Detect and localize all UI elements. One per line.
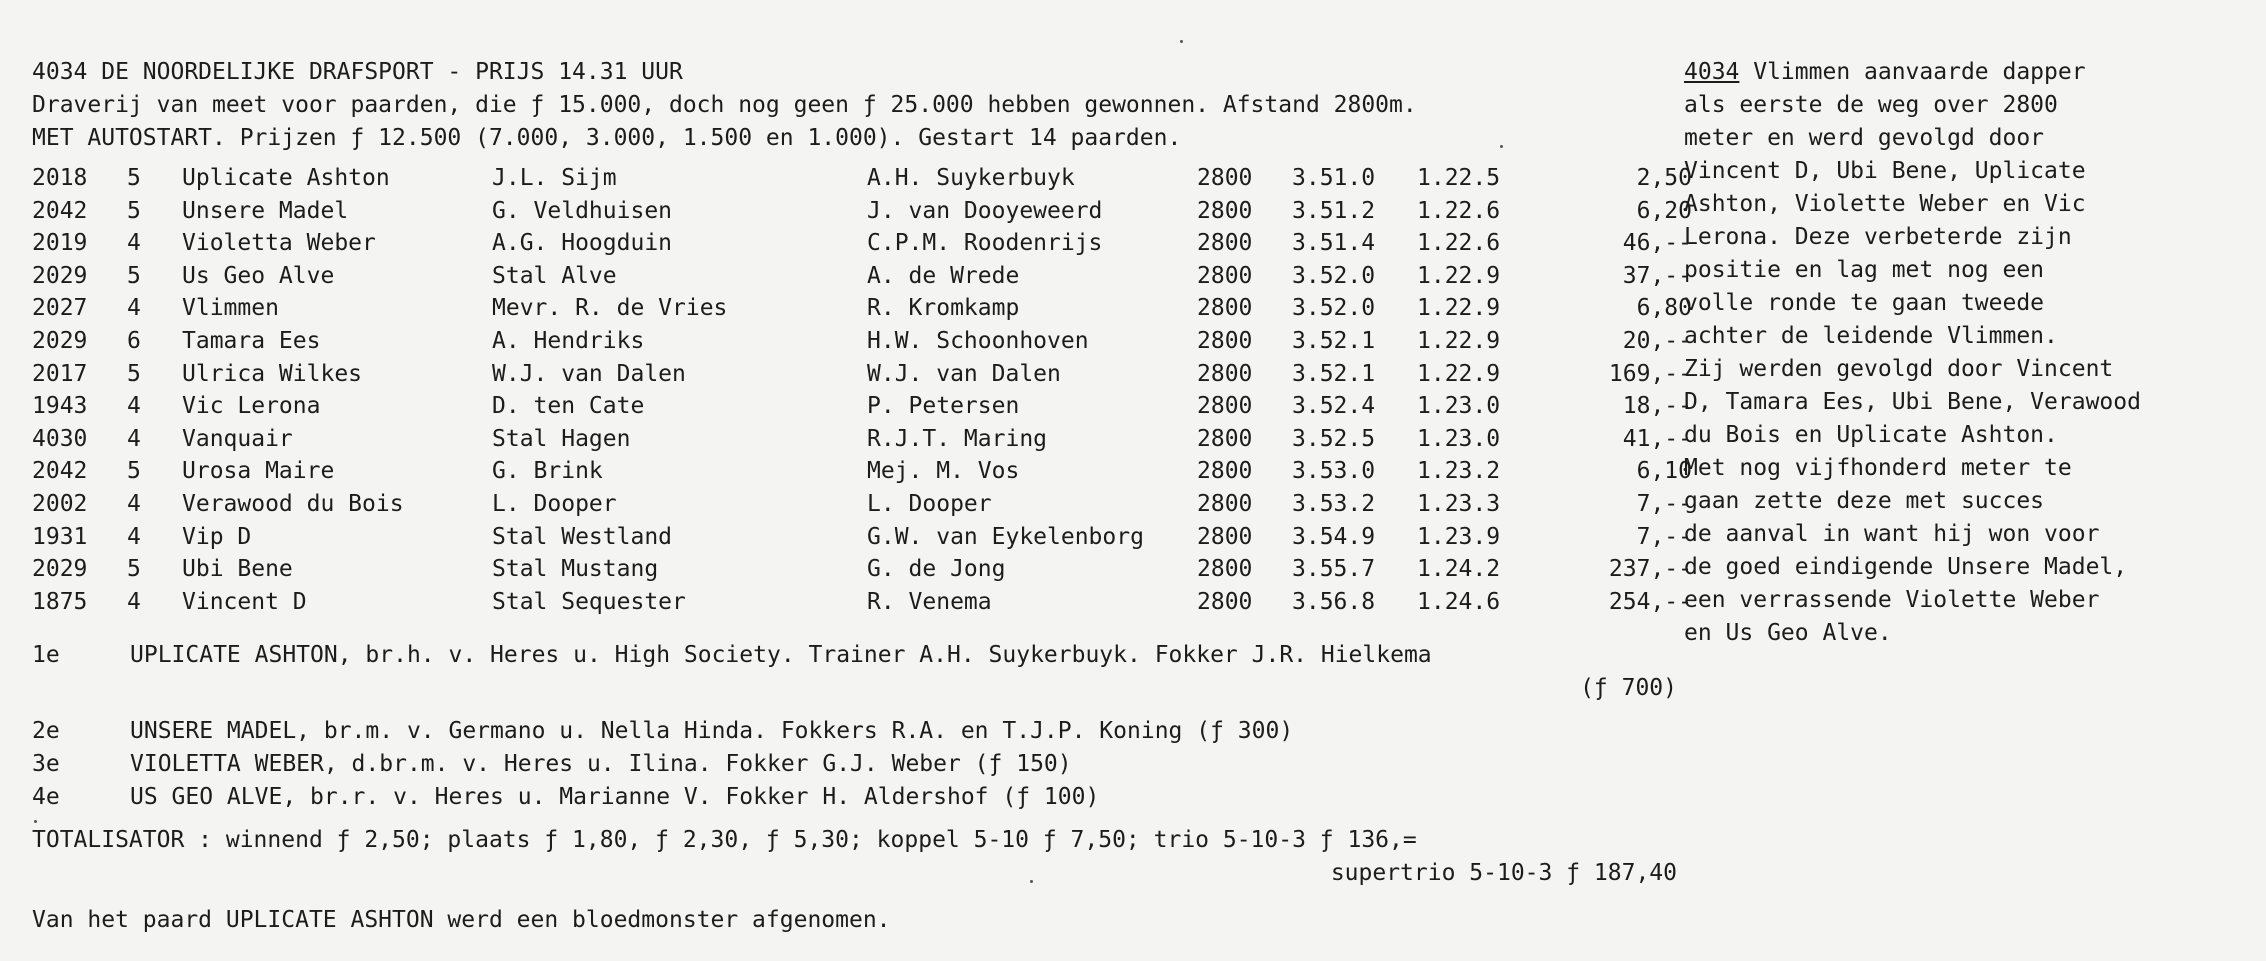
cell-km: 1.22.5 bbox=[1417, 165, 1501, 191]
cell-time: 3.53.2 bbox=[1292, 490, 1376, 517]
cell-age: 4 bbox=[127, 490, 141, 517]
cell-dist: 2800 bbox=[1197, 425, 1253, 452]
cell-driver: A.H. Suykerbuyk bbox=[867, 165, 1075, 191]
placings bbox=[32, 639, 1692, 814]
cell-km: 1.22.9 bbox=[1417, 295, 1501, 322]
cell-age: 5 bbox=[127, 556, 141, 583]
cell-nr: 2027 bbox=[32, 295, 88, 322]
cell-nr: 1931 bbox=[32, 523, 88, 550]
placing-position: 3e bbox=[32, 751, 60, 778]
cell-km: 1.23.0 bbox=[1417, 425, 1501, 452]
cell-dist: 2800 bbox=[1197, 230, 1253, 257]
report-line: de goed eindigende Unsere Madel, bbox=[1684, 554, 2128, 580]
cell-driver: R.J.T. Maring bbox=[867, 425, 1048, 452]
race-conditions-line-1: Draverij van meet voor paarden, die ƒ 15.000, doch nog geen ƒ 25.000 hebben gewonnen. Afstand 2800m. bbox=[32, 92, 1417, 118]
report-line: Lerona. Deze verbeterde zijn bbox=[1684, 224, 2072, 250]
cell-age: 6 bbox=[127, 327, 141, 354]
cell-dist: 2800 bbox=[1197, 393, 1253, 420]
report-line: gaan zette deze met succes bbox=[1684, 488, 2045, 514]
table-row bbox=[32, 198, 1692, 231]
placing-description: VIOLETTA WEBER, d.br.m. v. Heres u. Ilina. Fokker G.J. Weber (ƒ 150) bbox=[130, 751, 1072, 778]
cell-km: 1.24.6 bbox=[1417, 588, 1501, 615]
cell-nr: 1943 bbox=[32, 393, 88, 420]
cell-time: 3.52.4 bbox=[1292, 393, 1376, 420]
cell-nr: 2029 bbox=[32, 327, 88, 354]
cell-horse: Us Geo Alve bbox=[182, 262, 335, 289]
table-row bbox=[32, 361, 1692, 394]
cell-dist: 2800 bbox=[1197, 458, 1253, 485]
placing-row-1 bbox=[32, 639, 1692, 672]
cell-odds: 7,-- bbox=[1636, 523, 1692, 550]
placing-position: 2e bbox=[32, 718, 60, 745]
cell-horse: Violetta Weber bbox=[182, 230, 376, 257]
cell-driver: C.P.M. Roodenrijs bbox=[867, 230, 1103, 257]
cell-driver: W.J. van Dalen bbox=[867, 360, 1061, 387]
cell-odds: 6,80 bbox=[1636, 295, 1692, 322]
cell-owner: Stal Sequester bbox=[492, 588, 686, 615]
cell-owner: G. Brink bbox=[492, 458, 603, 485]
spacer bbox=[32, 705, 1692, 715]
cell-odds: 254,-- bbox=[1608, 588, 1692, 615]
cell-age: 4 bbox=[127, 230, 141, 257]
cell-owner: A. Hendriks bbox=[492, 327, 645, 354]
cell-time: 3.56.8 bbox=[1292, 588, 1376, 615]
cell-horse: Ulrica Wilkes bbox=[182, 360, 363, 387]
cell-km: 1.22.9 bbox=[1417, 327, 1501, 354]
report-line: volle ronde te gaan tweede bbox=[1684, 290, 2045, 316]
table-row bbox=[32, 524, 1692, 557]
cell-horse: Uplicate Ashton bbox=[182, 165, 390, 191]
ink-speck bbox=[34, 820, 37, 823]
cell-nr: 1875 bbox=[32, 588, 88, 615]
results-body bbox=[32, 165, 1692, 621]
cell-odds: 37,-- bbox=[1622, 262, 1692, 289]
report-line: de aanval in want hij won voor bbox=[1684, 521, 2100, 547]
cell-time: 3.52.5 bbox=[1292, 425, 1376, 452]
cell-driver: G.W. van Eykelenborg bbox=[867, 523, 1144, 550]
table-row bbox=[32, 556, 1692, 589]
placing-prize: (ƒ 700) bbox=[1580, 675, 1677, 702]
cell-driver: A. de Wrede bbox=[867, 262, 1020, 289]
placing-description: UNSERE MADEL, br.m. v. Germano u. Nella Hinda. Fokkers R.A. en T.J.P. Koning (ƒ 300) bbox=[130, 718, 1294, 745]
cell-owner: Mevr. R. de Vries bbox=[492, 295, 728, 322]
cell-nr: 2018 bbox=[32, 165, 88, 191]
ink-speck bbox=[1180, 40, 1183, 43]
cell-age: 5 bbox=[127, 458, 141, 485]
cell-dist: 2800 bbox=[1197, 197, 1253, 224]
cell-age: 4 bbox=[127, 523, 141, 550]
cell-age: 4 bbox=[127, 393, 141, 420]
cell-dist: 2800 bbox=[1197, 588, 1253, 615]
report-line: meter en werd gevolgd door bbox=[1684, 125, 2045, 151]
cell-nr: 2017 bbox=[32, 360, 88, 387]
report-first-line bbox=[1684, 56, 2244, 89]
cell-horse: Vincent D bbox=[182, 588, 307, 615]
cell-owner: L. Dooper bbox=[492, 490, 617, 517]
table-row bbox=[32, 426, 1692, 459]
cell-odds: 169,-- bbox=[1608, 360, 1692, 387]
table-row bbox=[32, 295, 1692, 328]
cell-driver: H.W. Schoonhoven bbox=[867, 327, 1089, 354]
cell-time: 3.51.0 bbox=[1292, 165, 1376, 191]
table-row bbox=[32, 230, 1692, 263]
blood-sample-note: Van het paard UPLICATE ASHTON werd een bloedmonster afgenomen. bbox=[32, 907, 891, 934]
cell-age: 5 bbox=[127, 262, 141, 289]
cell-odds: 7,-- bbox=[1636, 490, 1692, 517]
cell-time: 3.52.0 bbox=[1292, 262, 1376, 289]
cell-driver: L. Dooper bbox=[867, 490, 992, 517]
table-row bbox=[32, 263, 1692, 296]
cell-nr: 2042 bbox=[32, 197, 88, 224]
cell-horse: Vanquair bbox=[182, 425, 293, 452]
cell-km: 1.24.2 bbox=[1417, 556, 1501, 583]
cell-driver: R. Kromkamp bbox=[867, 295, 1020, 322]
race-title: 4034 DE NOORDELIJKE DRAFSPORT - PRIJS 14.31 UUR bbox=[32, 59, 683, 85]
totalisator-line-2: supertrio 5-10-3 ƒ 187,40 bbox=[1330, 860, 1677, 887]
table-row bbox=[32, 165, 1692, 198]
report-race-number: 4034 bbox=[1684, 59, 1740, 85]
report-line: achter de leidende Vlimmen. bbox=[1684, 323, 2058, 349]
cell-driver: Mej. M. Vos bbox=[867, 458, 1020, 485]
cell-km: 1.22.6 bbox=[1417, 230, 1501, 257]
cell-odds: 2,50 bbox=[1636, 165, 1692, 191]
cell-time: 3.53.0 bbox=[1292, 458, 1376, 485]
cell-owner: J.L. Sijm bbox=[492, 165, 617, 191]
cell-time: 3.52.0 bbox=[1292, 295, 1376, 322]
totalisator-line-1: TOTALISATOR : winnend ƒ 2,50; plaats ƒ 1,80, ƒ 2,30, ƒ 5,30; koppel 5-10 ƒ 7,50; trio 5-10-3 ƒ 136,= bbox=[32, 827, 1417, 854]
ink-speck bbox=[1500, 145, 1503, 148]
cell-nr: 2029 bbox=[32, 262, 88, 289]
cell-km: 1.22.6 bbox=[1417, 197, 1501, 224]
cell-owner: Stal Hagen bbox=[492, 425, 631, 452]
cell-owner: Stal Alve bbox=[492, 262, 617, 289]
cell-age: 5 bbox=[127, 165, 141, 191]
cell-nr: 2019 bbox=[32, 230, 88, 257]
cell-driver: G. de Jong bbox=[867, 556, 1006, 583]
table-row bbox=[32, 393, 1692, 426]
cell-horse: Vlimmen bbox=[182, 295, 279, 322]
cell-nr: 2029 bbox=[32, 556, 88, 583]
cell-horse: Vic Lerona bbox=[182, 393, 321, 420]
report-line: een verrassende Violette Weber bbox=[1684, 587, 2100, 613]
placing-description: US GEO ALVE, br.r. v. Heres u. Marianne V. Fokker H. Aldershof (ƒ 100) bbox=[130, 784, 1100, 811]
table-row bbox=[32, 458, 1692, 491]
cell-owner: W.J. van Dalen bbox=[492, 360, 686, 387]
ink-speck bbox=[1030, 880, 1033, 883]
cell-age: 4 bbox=[127, 588, 141, 615]
cell-km: 1.23.9 bbox=[1417, 523, 1501, 550]
cell-age: 4 bbox=[127, 425, 141, 452]
cell-dist: 2800 bbox=[1197, 262, 1253, 289]
cell-time: 3.54.9 bbox=[1292, 523, 1376, 550]
report-line: du Bois en Uplicate Ashton. bbox=[1684, 422, 2058, 448]
table-row bbox=[32, 328, 1692, 361]
cell-driver: P. Petersen bbox=[867, 393, 1020, 420]
race-section bbox=[32, 56, 1692, 937]
report-line: Vincent D, Ubi Bene, Uplicate bbox=[1684, 158, 2086, 184]
cell-odds: 46,-- bbox=[1622, 230, 1692, 257]
cell-time: 3.51.4 bbox=[1292, 230, 1376, 257]
report-line: Zij werden gevolgd door Vincent bbox=[1684, 356, 2114, 382]
cell-dist: 2800 bbox=[1197, 295, 1253, 322]
cell-odds: 18,-- bbox=[1622, 393, 1692, 420]
report-line: als eerste de weg over 2800 bbox=[1684, 92, 2058, 118]
cell-dist: 2800 bbox=[1197, 360, 1253, 387]
cell-odds: 6,20 bbox=[1636, 197, 1692, 224]
cell-km: 1.23.0 bbox=[1417, 393, 1501, 420]
cell-km: 1.23.3 bbox=[1417, 490, 1501, 517]
cell-odds: 41,-- bbox=[1622, 425, 1692, 452]
report-lines bbox=[1684, 89, 2244, 650]
cell-dist: 2800 bbox=[1197, 523, 1253, 550]
cell-dist: 2800 bbox=[1197, 490, 1253, 517]
placing-row-2 bbox=[32, 715, 1692, 748]
cell-dist: 2800 bbox=[1197, 165, 1253, 191]
cell-dist: 2800 bbox=[1197, 556, 1253, 583]
cell-time: 3.52.1 bbox=[1292, 327, 1376, 354]
table-row bbox=[32, 491, 1692, 524]
cell-horse: Urosa Maire bbox=[182, 458, 335, 485]
cell-owner: Stal Westland bbox=[492, 523, 673, 550]
placing-row-3 bbox=[32, 748, 1692, 781]
cell-nr: 2002 bbox=[32, 490, 88, 517]
cell-odds: 20,-- bbox=[1622, 327, 1692, 354]
cell-nr: 4030 bbox=[32, 425, 88, 452]
report-line: Ashton, Violette Weber en Vic bbox=[1684, 191, 2086, 217]
cell-time: 3.52.1 bbox=[1292, 360, 1376, 387]
cell-owner: A.G. Hoogduin bbox=[492, 230, 673, 257]
cell-odds: 237,-- bbox=[1608, 556, 1692, 583]
cell-km: 1.22.9 bbox=[1417, 360, 1501, 387]
results-table bbox=[32, 165, 1692, 621]
placing-row-4 bbox=[32, 781, 1692, 814]
cell-age: 5 bbox=[127, 360, 141, 387]
cell-owner: Stal Mustang bbox=[492, 556, 659, 583]
cell-dist: 2800 bbox=[1197, 327, 1253, 354]
cell-horse: Vip D bbox=[182, 523, 252, 550]
report-first-line-text: Vlimmen aanvaarde dapper bbox=[1739, 59, 2086, 85]
cell-nr: 2042 bbox=[32, 458, 88, 485]
cell-driver: R. Venema bbox=[867, 588, 992, 615]
cell-km: 1.23.2 bbox=[1417, 458, 1501, 485]
cell-horse: Tamara Ees bbox=[182, 327, 321, 354]
placing-description: UPLICATE ASHTON, br.h. v. Heres u. High Society. Trainer A.H. Suykerbuyk. Fokker J.R. Hielkema bbox=[130, 642, 1432, 669]
cell-time: 3.51.2 bbox=[1292, 197, 1376, 224]
cell-owner: D. ten Cate bbox=[492, 393, 645, 420]
report-line: Met nog vijfhonderd meter te bbox=[1684, 455, 2072, 481]
cell-time: 3.55.7 bbox=[1292, 556, 1376, 583]
cell-age: 4 bbox=[127, 295, 141, 322]
cell-horse: Verawood du Bois bbox=[182, 490, 404, 517]
cell-odds: 6,10 bbox=[1636, 458, 1692, 485]
cell-km: 1.22.9 bbox=[1417, 262, 1501, 289]
race-report bbox=[1684, 56, 2244, 650]
race-conditions-line-2: MET AUTOSTART. Prijzen ƒ 12.500 (7.000, 3.000, 1.500 en 1.000). Gestart 14 paarden. bbox=[32, 125, 1182, 151]
report-line: D, Tamara Ees, Ubi Bene, Verawood bbox=[1684, 389, 2141, 415]
cell-owner: G. Veldhuisen bbox=[492, 197, 673, 224]
report-line: positie en lag met nog een bbox=[1684, 257, 2045, 283]
table-row bbox=[32, 589, 1692, 622]
placing-position: 1e bbox=[32, 642, 60, 669]
cell-horse: Unsere Madel bbox=[182, 197, 349, 224]
cell-age: 5 bbox=[127, 197, 141, 224]
placing-position: 4e bbox=[32, 784, 60, 811]
report-line: en Us Geo Alve. bbox=[1684, 620, 1892, 646]
cell-driver: J. van Dooyeweerd bbox=[867, 197, 1103, 224]
cell-horse: Ubi Bene bbox=[182, 556, 293, 583]
totalisator bbox=[32, 824, 1692, 890]
